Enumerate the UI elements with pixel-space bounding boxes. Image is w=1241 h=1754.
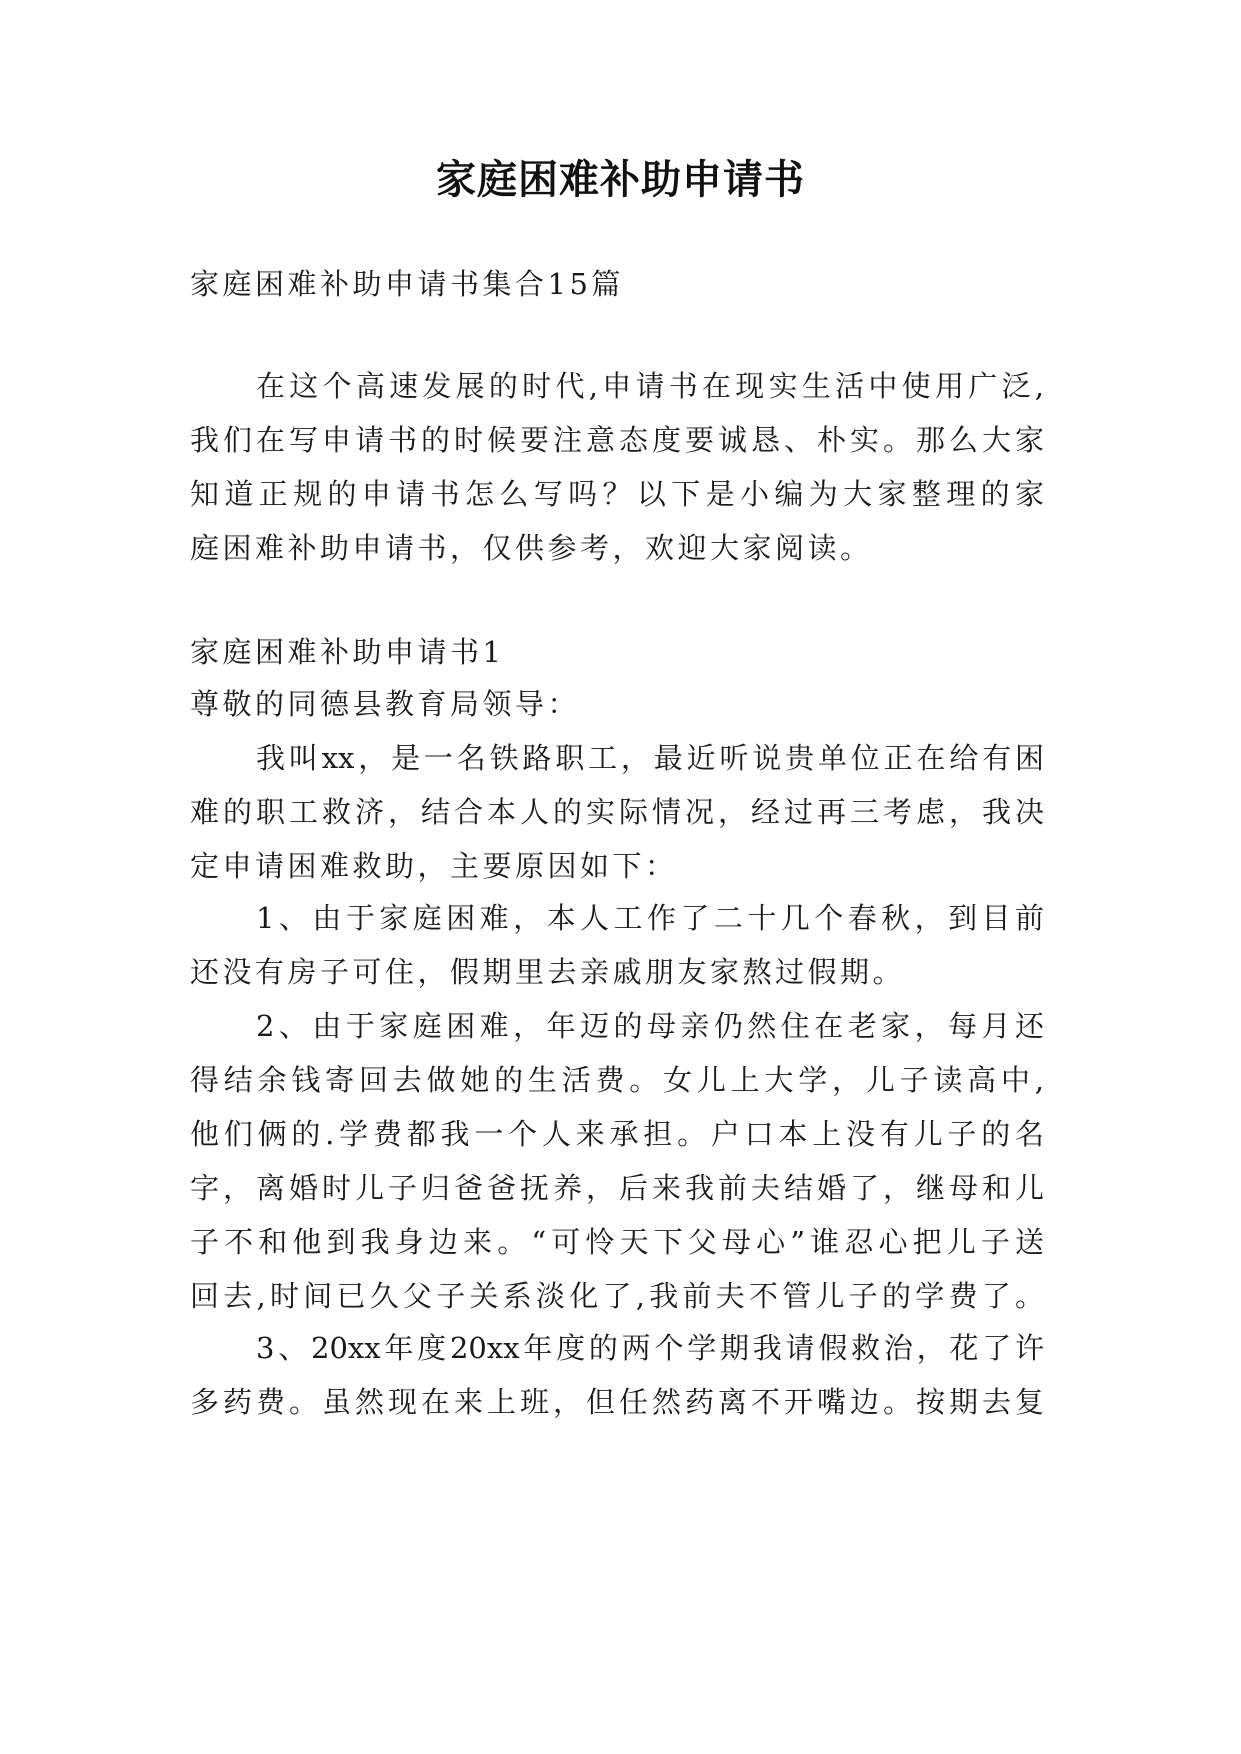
document-subtitle: 家庭困难补助申请书集合15篇 bbox=[190, 267, 624, 301]
body-line: 他们俩的.学费都我一个人来承担。户口本上没有儿子的名 bbox=[190, 1117, 1044, 1151]
body-line: 3、20xx年度20xx年度的两个学期我请假救治，花了许 bbox=[256, 1331, 1044, 1365]
section-heading: 家庭困难补助申请书1 bbox=[190, 635, 505, 669]
body-line: 还没有房子可住，假期里去亲戚朋友家熬过假期。 bbox=[190, 955, 906, 989]
body-line: 1、由于家庭困难，本人工作了二十几个春秋，到目前 bbox=[256, 901, 1044, 935]
body-line: 多药费。虽然现在来上班，但任然药离不开嘴边。按期去复 bbox=[190, 1385, 1044, 1419]
intro-line: 知道正规的申请书怎么写吗？以下是小编为大家整理的家 bbox=[190, 477, 1044, 511]
intro-line: 庭困难补助申请书，仅供参考，欢迎大家阅读。 bbox=[190, 531, 873, 565]
body-line: 字，离婚时儿子归爸爸抚养，后来我前夫结婚了，继母和儿 bbox=[190, 1171, 1044, 1205]
body-line: 难的职工救济，结合本人的实际情况，经过再三考虑，我决 bbox=[190, 795, 1044, 829]
salutation: 尊敬的同德县教育局领导： bbox=[190, 687, 581, 721]
body-line: 定申请困难救助，主要原因如下： bbox=[190, 849, 678, 883]
body-line: 得结余钱寄回去做她的生活费。女儿上大学，儿子读高中, bbox=[190, 1063, 1044, 1097]
body-line: 回去,时间已久父子关系淡化了,我前夫不管儿子的学费了。 bbox=[190, 1279, 1044, 1313]
intro-line: 在这个高速发展的时代,申请书在现实生活中使用广泛, bbox=[256, 369, 1044, 403]
document-title: 家庭困难补助申请书 bbox=[436, 157, 805, 203]
body-line: 我叫xx，是一名铁路职工，最近听说贵单位正在给有困 bbox=[256, 741, 1044, 775]
body-line: 2、由于家庭困难，年迈的母亲仍然住在老家，每月还 bbox=[256, 1009, 1044, 1043]
intro-line: 我们在写申请书的时候要注意态度要诚恳、朴实。那么大家 bbox=[190, 423, 1044, 457]
body-line: 子不和他到我身边来。“可怜天下父母心”谁忍心把儿子送 bbox=[190, 1225, 1044, 1259]
